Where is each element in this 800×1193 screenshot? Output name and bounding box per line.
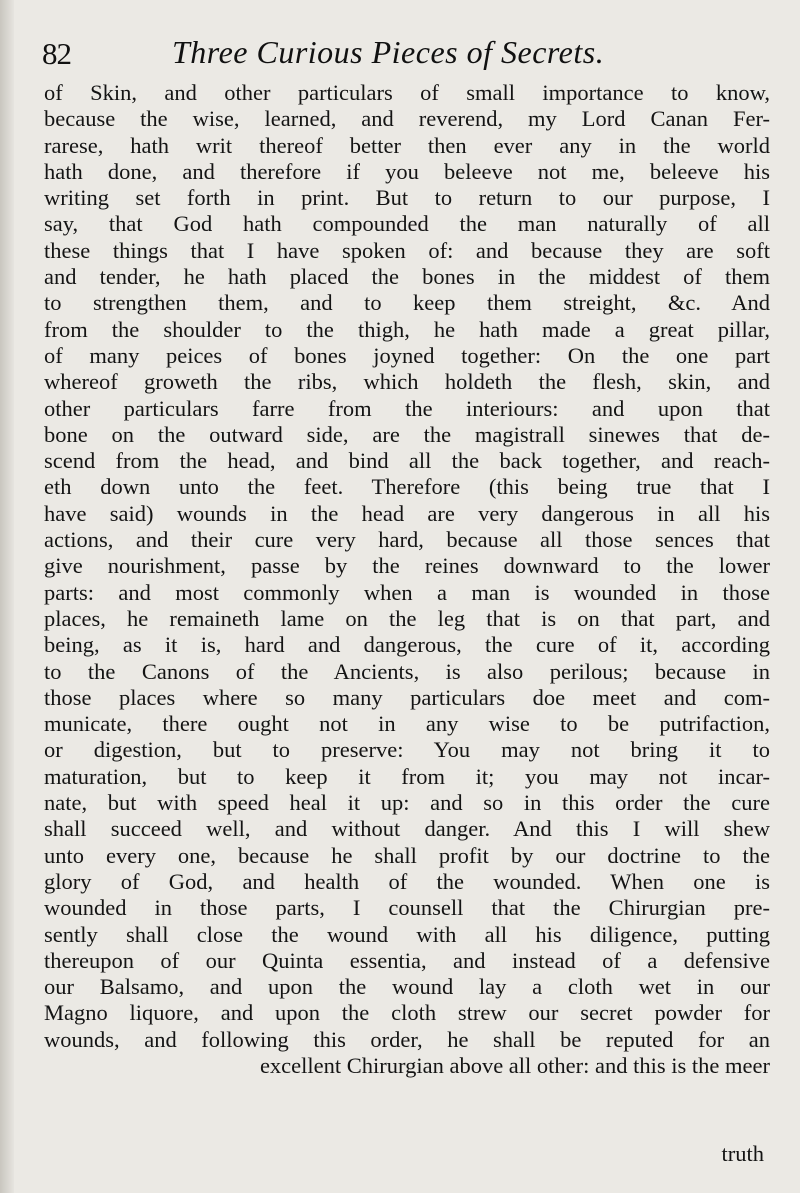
text-line: thereupon of our Quinta essentia, and instead of a defensive xyxy=(44,947,770,973)
text-line: or digestion, but to preserve: You may not bring it to xyxy=(44,737,770,763)
text-line: unto every one, because he shall profit by our doctrine to the xyxy=(44,842,770,868)
text-line: Magno liquore, and upon the cloth strew our secret powder for xyxy=(44,1000,770,1026)
text-line: being, as it is, hard and dangerous, the cure of it, according xyxy=(44,632,770,658)
text-line: scend from the head, and bind all the back together, and reach- xyxy=(44,448,770,474)
running-title: Three Curious Pieces of Secrets. xyxy=(172,34,605,70)
text-line: because the wise, learned, and reverend, my Lord Canan Fer- xyxy=(44,106,770,132)
page-header xyxy=(40,30,760,76)
text-line: from the shoulder to the thigh, he hath made a great pillar, xyxy=(44,316,770,342)
text-line: give nourishment, passe by the reines downward to the lower xyxy=(44,553,770,579)
text-line: hath done, and therefore if you beleeve not me, beleeve his xyxy=(44,158,770,184)
text-line: places, he remaineth lame on the leg that is on that part, and xyxy=(44,605,770,631)
text-line: shall succeed well, and without danger. And this I will shew xyxy=(44,816,770,842)
text-line: and tender, he hath placed the bones in the middest of them xyxy=(44,264,770,290)
text-line: maturation, but to keep it from it; you may not incar- xyxy=(44,763,770,789)
catchword: truth xyxy=(721,1141,764,1166)
page-number: 82 xyxy=(42,36,71,71)
text-line: of many peices of bones joyned together: On the one part xyxy=(44,342,770,368)
text-line: rarese, hath writ thereof better then ever any in the world xyxy=(44,132,770,158)
text-line: those places where so many particulars doe meet and com- xyxy=(44,684,770,710)
text-line: glory of God, and health of the wounded. When one is xyxy=(44,868,770,894)
text-line: parts: and most commonly when a man is wounded in those xyxy=(44,579,770,605)
text-line: eth down unto the feet. Therefore (this being true that I xyxy=(44,474,770,500)
text-line: sently shall close the wound with all his diligence, putting xyxy=(44,921,770,947)
text-line: excellent Chirurgian above all other: and this is the meer xyxy=(259,1052,770,1078)
text-line: these things that I have spoken of: and because they are soft xyxy=(44,237,770,263)
text-line: wounds, and following this order, he shall be reputed for an xyxy=(44,1026,770,1052)
body-text xyxy=(44,80,770,1079)
text-line: municate, there ought not in any wise to be putrifaction, xyxy=(44,711,770,737)
text-line: say, that God hath compounded the man naturally of all xyxy=(44,211,770,237)
text-line: other particulars farre from the interiours: and upon that xyxy=(44,395,770,421)
text-line: bone on the outward side, are the magistrall sinewes that de- xyxy=(44,421,770,447)
text-line: actions, and their cure very hard, because all those sences that xyxy=(44,527,770,553)
text-line: to the Canons of the Ancients, is also perilous; because in xyxy=(44,658,770,684)
text-line: whereof groweth the ribs, which holdeth the flesh, skin, and xyxy=(44,369,770,395)
page-gutter xyxy=(0,0,14,1193)
text-line: nate, but with speed heal it up: and so in this order the cure xyxy=(44,790,770,816)
text-line: have said) wounds in the head are very dangerous in all his xyxy=(44,500,770,526)
text-line: of Skin, and other particulars of small importance to know, xyxy=(44,80,770,105)
text-line: our Balsamo, and upon the wound lay a cloth wet in our xyxy=(44,974,770,1000)
text-line: wounded in those parts, I counsell that the Chirurgian pre- xyxy=(44,895,770,921)
text-line: writing set forth in print. But to return to our purpose, I xyxy=(44,185,770,211)
text-line: to strengthen them, and to keep them streight, &c. And xyxy=(44,290,770,316)
